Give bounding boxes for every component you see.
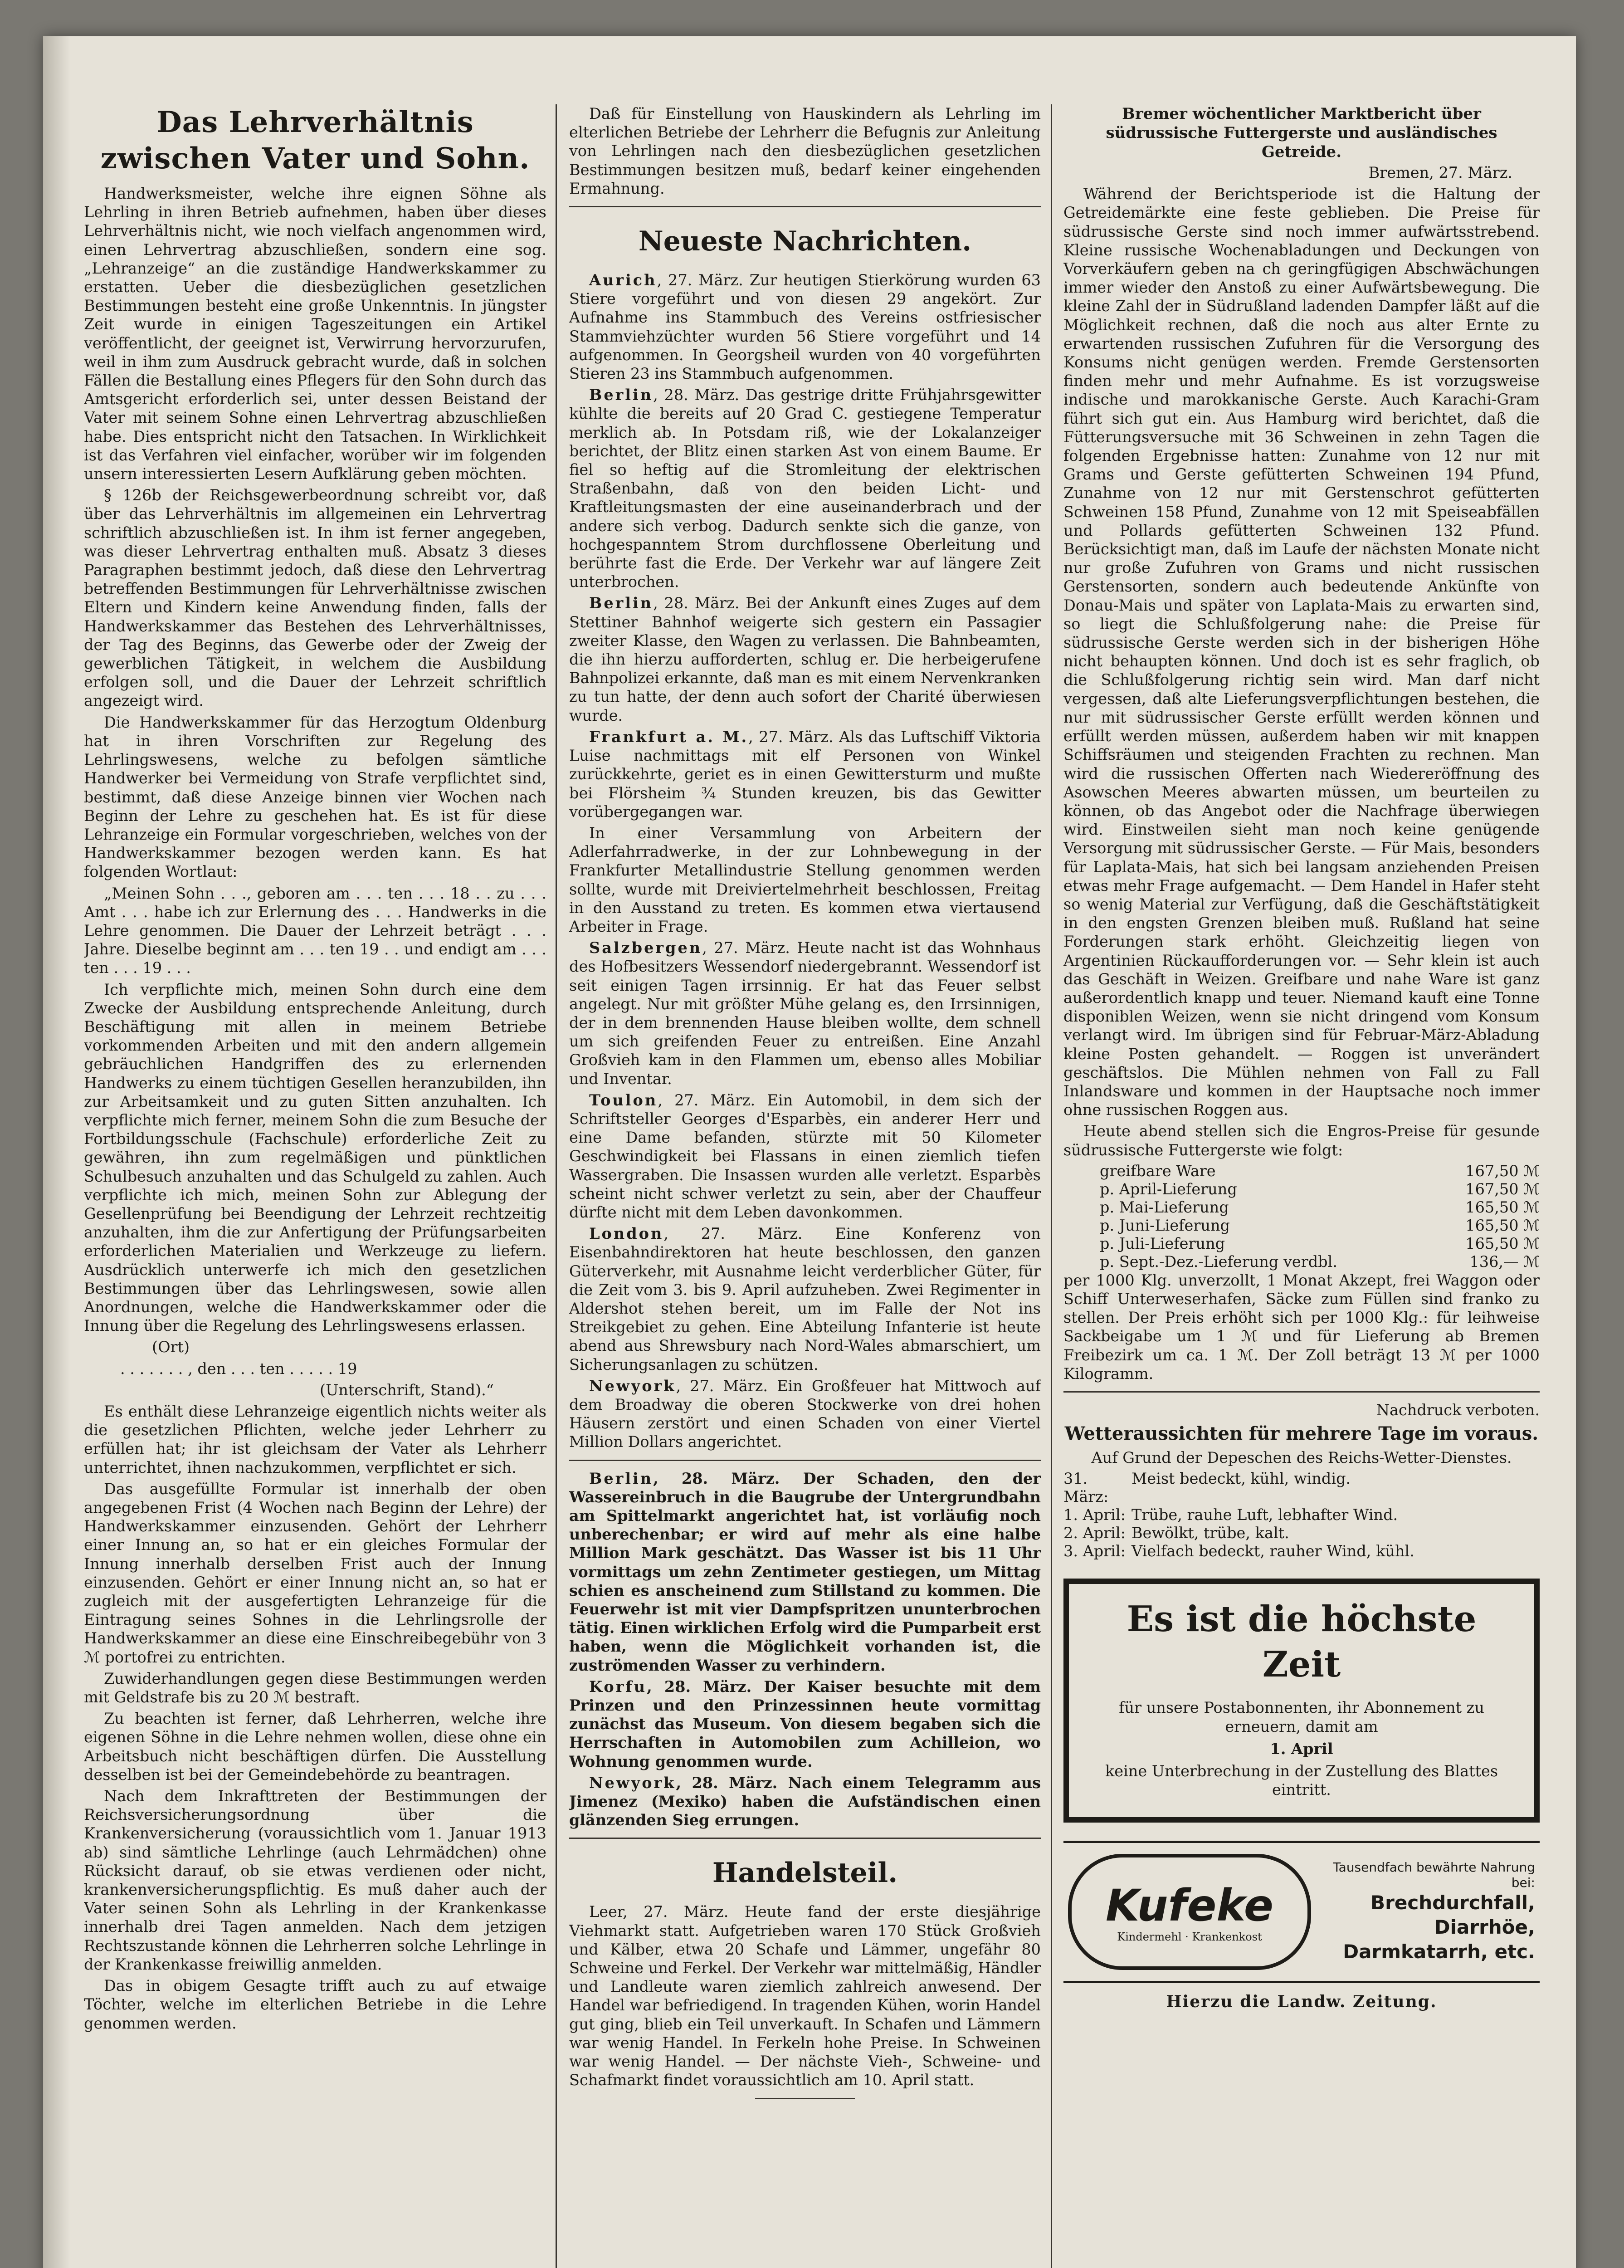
ad-date: 1. April: [1270, 1740, 1333, 1758]
divider: [1063, 1391, 1540, 1393]
article-title: Das Lehrverhältnis: [156, 105, 474, 139]
ad-headline: Es ist die höchste Zeit: [1127, 1598, 1477, 1686]
price-value: 136,— ℳ: [1469, 1252, 1540, 1271]
price-label: p. April-Lieferung: [1100, 1180, 1237, 1198]
paragraph: Ich verpflichte mich, meinen Sohn durch eine dem Zwecke der Ausbildung entsprechende Anleitung, durch Beschäftigung mit allen in meinem Betriebe vorkommenden Arbeiten und mit den andern allgemein gebräuchlichen Handgriffen des zu erlernenden Handwerks zu einem tüchtigen Gesellen heranzubilden, ihn zur Arbeitsamkeit und zu guten Sitten anzuhalten. Ich verpflichte mich ferner, meinem Sohn die zum Besuche der Fortbildungsschule (Fachschule) erforderliche Zeit zu gewähren, ihn zum regelmäßigen und pünktlichen Schulbesuch anzuhalten und das Schulgeld zu zahlen. Auch verpflichte ich mich, meinen Sohn zur Ablegung der Gesellenprüfung bei Beendigung der Lehrzeit rechtzeitig anzuhalten, ihm die zur Anfertigung der Prüfungsarbeiten erforderlichen Materialien und Werkzeuge zu liefern. Ausdrücklich unterwerfe ich mich den gesetzlichen Bestimmungen über das Lehrlingswesen, sowie allen Anordnungen, welche die Handwerkskammer oder die Innung über die Regelung des Lehrlingswesens erlassen.: [84, 980, 546, 1335]
reprint-note: Nachdruck verboten.: [1376, 1401, 1540, 1419]
newspaper-page: [43, 36, 1576, 2268]
weather-row: [1063, 1506, 1540, 1524]
weather-date: 3. April:: [1063, 1542, 1126, 1560]
page-binding-shadow: [43, 36, 70, 2268]
news-item: [569, 1091, 1041, 1222]
price-row: [1063, 1180, 1540, 1198]
divider: [569, 1460, 1041, 1461]
form-signature: (Unterschrift, Stand).“: [320, 1381, 494, 1399]
middle-column: [569, 104, 1041, 2107]
kufeke-ad: [1063, 1841, 1540, 1983]
news-text: , 27. März. Zur heutigen Stierkörung wurden 63 Stiere vorgeführt und von diesen 29 angekört. Zur Aufnahme ins Stammbuch des Vereins ostfriesischer Stammviehzüchter wurden 56 Stiere vorgeführt und 14 aufgenommen. In Georgsheil wurden von 40 vorgeführten Stieren 23 ins Stammbuch aufgenommen.: [569, 271, 1041, 383]
subscription-ad: [1063, 1579, 1540, 1823]
news-item: [569, 1377, 1041, 1452]
price-label: p. Mai-Lieferung: [1100, 1198, 1229, 1216]
paragraph: Handwerksmeister, welche ihre eignen Söhne als Lehrling in ihren Betrieb aufnehmen, haben über dieses Lehrverhältnis nicht, wie noch vielfach angenommen wird, einen Lehrvertrag abzuschließen, sondern eine sog. „Lehranzeige“ an die zuständige Handwerkskammer zu erstatten. Ueber die diesbezüglichen gesetzlichen Bestimmungen besteht eine große Unkenntnis. In jüngster Zeit wurde in einigen Tageszeitungen ein Artikel veröffentlicht, der geeignet ist, Verwirrung hervorzurufen, weil in ihm zum Ausdruck gebracht wurde, daß in solchen Fällen die Bestallung eines Pflegers für den Sohn durch das Amtsgericht erforderlich sei, unter dessen Beistand der Vater mit seinem Sohne einen Lehrvertrag abzuschließen habe. Dies entspricht nicht den Tatsachen. In Wirklichkeit ist das Verfahren viel einfacher, worüber wir im folgenden unsern interessierten Lesern Aufklärung geben möchten.: [84, 185, 546, 483]
news-text: , 28. März. Der Schaden, den der Wassereinbruch in die Baugrube der Untergrundbahn am Spittelmarkt angerichtet hat, ist vorläufig noch unberechenbar; er wird auf mehr als eine halbe Million Mark geschätzt. Das Wasser ist bis 11 Uhr vormittags um zehn Zentimeter gestiegen, um Mittag schien es anscheinend zum Stillstand zu kommen. Die Feuerwehr ist mit vier Dampfspritzen ununterbrochen tätig. Einen wirklichen Erfolg wird die Pumparbeit erst haben, wenn die Möglichkeit vorhanden ist, die zuströmenden Wasser zu verhindern.: [569, 1469, 1041, 1674]
news-place: Aurich: [589, 271, 657, 289]
divider: [569, 1838, 1041, 1839]
price-row: [1063, 1217, 1540, 1235]
paragraph: Es enthält diese Lehranzeige eigentlich nichts weiter als die gesetzlichen Pflichten, welche jeder Lehrherr zu erfüllen hat; ihr ist gleichsam der Vater als Lehrherr unterrichtet, ihnen nachzukommen, verpflichtet er sich.: [84, 1403, 546, 1476]
news-text: , 27. März. Als das Luftschiff Viktoria Luise nachmittags mit elf Personen von Winkel zurückkehrte, geriet es in einen Gewittersturm und mußte bei Flörsheim ¾ Stunden kreuzen, bis das Gewitter vorübergegangen war.: [569, 728, 1041, 821]
logo-text: Kufeke: [1106, 1880, 1273, 1931]
article-title: zwischen Vater und Sohn.: [100, 142, 530, 176]
news-place: Newyork: [589, 1774, 676, 1792]
market-dateline: Bremen, 27. März.: [1368, 164, 1512, 181]
paragraph: Das ausgefüllte Formular ist innerhalb der oben angegebenen Frist (4 Wochen nach Beginn der Lehre) der Handwerkskammer einzusenden. Gehört der Lehrherr einer Innung an, so hat er ein gleiches Formular der Innung innerhalb derselben Frist auch der Innung einzusenden. Gehört er einer Innung nicht an, so hat er zugleich mit der ausgefertigten Lehranzeige für die Eintragung seines Sohnes in die Lehrlingsrolle der Handwerkskammer an diese eine Einschreibegebühr von 3 ℳ portofrei zu entrichten.: [84, 1480, 546, 1666]
news-item: [569, 271, 1041, 383]
news-item: [569, 1224, 1041, 1374]
price-label: p. Juni-Lieferung: [1100, 1216, 1230, 1234]
paragraph: Zu beachten ist ferner, daß Lehrherren, welche ihre eigenen Söhne in die Lehre nehmen wollen, diese ohne ein Arbeitsbuch nicht beschäftigen dürfen. Die Ausstellung desselben ist bei der Gemeindebehörde zu beantragen.: [84, 1710, 546, 1784]
column-rule: [556, 104, 557, 2268]
right-column: [1063, 104, 1540, 2011]
price-value: 167,50 ℳ: [1465, 1162, 1540, 1180]
weather-row: [1063, 1542, 1540, 1560]
paragraph: Während der Berichtsperiode ist die Haltung der Getreidemärkte eine feste geblieben. Die Preise für südrussische Gerste sind noch immer aufwärtsstrebend. Kleine russische Wochenabladungen und Deckungen von Vorverkäufern geben na ch geringfügigen Abschwächungen immer wieder den Anstoß zu einer Aufwärtsbewegung. Die kleine Zahl der in Südrußland ladenden Dampfer läßt auf die Möglichkeit rechnen, daß die noch aus alter Ernte zu erwartenden russischen Zufuhren für die Versorgung des Konsums nicht genügen werden. Fremde Gerstensorten finden mehr und mehr Aufnahme. Es ist vorzugsweise indische und marokkanische Gerste. Auch Karachi-Gram führt sich gut ein. Aus Hamburg wird berichtet, daß die Fütterungsversuche mit 36 Schweinen in zehn Tagen die folgenden Ergebnisse hatten: Zunahme von 12 nur mit Grams und Gerste gefütterten Schweinen 194 Pfund, Zunahme von 12 nur mit Gerstenschrot gefütterten Schweinen 158 Pfund, Zunahme von 12 mit Speiseabfällen und Pollards gefütterten Schweinen 132 Pfund. Berücksichtigt man, daß im Laufe der nächsten Monate nicht nur große Zufuhren von Grams und nicht russischen Gerstensorten, sondern auch bedeutende Ankünfte von Donau-Mais und später von Laplata-Mais zu erwarten sind, so liegt die Schlußfolgerung nahe: die Preise für südrussische Gerste werden sich in der bisherigen Höhe nicht behaupten können. Und doch ist es sehr fraglich, ob die Schlußfolgerung richtig sein wird. Man darf nicht vergessen, daß alte Lieferungsverpflichtungen bestehen, die nur mit südrussischer Gerste erfüllt werden können und erfüllt werden müssen, außerdem haben wir mit knappen Schiffsräumen und steigenden Frachten zu rechnen. Man wird die russischen Offerten nach Wiedereröffnung des Asowschen Meeres abwarten müssen, um beurteilen zu können, ob das Angebot oder die Nachfrage überwiegen wird. Einstweilen sieht man noch keine genügende Versorgung mit südrussischer Gerste. — Für Mais, besonders für Laplata-Mais, hat sich bei langsam anziehenden Preisen etwas mehr Frage aufgemacht. — Dem Handel in Hafer steht so wenig Material zur Verfügung, daß die Geschäftstätigkeit in den engsten Grenzen bleiben muß. Rußland hat seine Forderungen stark erhöht. Gleichzeitig liegen von Argentinien Rückaufforderungen vor. — Sehr klein ist auch das Geschäft in Weizen. Greifbare und nahe Ware ist ganz außerordentlich knapp und teuer. Niemand kauft eine Tonne disponiblen Weizen, wenn sie nicht dringend vom Konsum verlangt wird. Im übrigen sind für Februar-März-Abladung kleine Posten gehandelt. — Roggen ist unverändert geschäftslos. Die Mühlen nehmen von Fall zu Fall Inlandsware und kommen in der Hauptsache noch immer ohne russischen Roggen aus.: [1063, 185, 1540, 1119]
news-text: , 28. März. Der Kaiser besuchte mit dem Prinzen und den Prinzessinnen heute vormittag zunächst das Museum. Von diesem begaben sich die Herrschaften in Automobilen zum Achilleion, wo Wohnung genommen wurde.: [569, 1677, 1041, 1770]
paragraph: „Meinen Sohn . . ., geboren am . . . ten . . . 18 . . zu . . . Amt . . . habe ich zur Erlernung des . . . Handwerks in die Lehre genommen. Die Dauer der Lehrzeit beträgt . . . Jahre. Dieselbe beginnt am . . . ten 19 . . und endigt am . . . ten . . . 19 . . .: [84, 884, 546, 977]
news-place: Berlin: [589, 594, 654, 612]
ad-line: Darmkatarrh, etc.: [1343, 1941, 1535, 1963]
weather-text: Meist bedeckt, kühl, windig.: [1131, 1470, 1351, 1488]
divider: [569, 206, 1041, 207]
news-item: [569, 1774, 1041, 1830]
paragraph: Daß für Einstellung von Hauskindern als Lehrling im elterlichen Betriebe der Lehrherr die Befugnis zur Anleitung von Lehrlingen nach den diesbezüglichen gesetzlichen Bestimmungen besitzen muß, bedarf keiner eingehenden Ermahnung.: [569, 105, 1041, 197]
news-item: [569, 1677, 1041, 1771]
paragraph: per 1000 Klg. unverzollt, 1 Monat Akzept, frei Waggon oder Schiff Unterweserhafen, Säcke zum Füllen sind franko zu stellen. Der Preis erhöht sich per 1000 Klg.: für leihweise Sackbeigabe um 1 ℳ und für Lieferung ab Bremen Freibezirk um ca. 1 ℳ. Der Zoll beträgt 13 ℳ per 1000 Kilogramm.: [1063, 1271, 1540, 1383]
news-item: [569, 594, 1041, 724]
weather-title: Wetteraussichten für mehrere Tage im voraus.: [1064, 1423, 1539, 1445]
news-place: Berlin: [589, 1469, 654, 1487]
news-place: Frankfurt a. M.: [589, 728, 749, 746]
price-label: p. Sept.-Dez.-Lieferung verdbl.: [1100, 1252, 1337, 1271]
weather-list: [1063, 1470, 1540, 1560]
section-title-trade: Handelsteil.: [712, 1857, 898, 1889]
market-title: Bremer wöchentlicher Marktbericht über südrussische Futtergerste und ausländisches Getreide.: [1106, 105, 1497, 161]
news-place: Salzbergen: [589, 939, 702, 957]
supplement-note: Hierzu die Landw. Zeitung.: [1166, 1992, 1437, 2012]
paragraph: Heute abend stellen sich die Engros-Preise für gesunde südrussische Futtergerste wie folgt:: [1063, 1122, 1540, 1159]
price-value: 165,50 ℳ: [1465, 1216, 1540, 1234]
price-value: 165,50 ℳ: [1465, 1234, 1540, 1252]
news-text: , 28. März. Nach einem Telegramm aus Jimenez (Mexiko) haben die Aufständischen einen glänzenden Sieg errungen.: [569, 1774, 1041, 1829]
ad-text-block: [1322, 1860, 1535, 1964]
column-rule: [1051, 104, 1052, 2268]
section-title-news: Neueste Nachrichten.: [638, 225, 972, 258]
news-item: [569, 1469, 1041, 1675]
paragraph: Die Handwerkskammer für das Herzogtum Oldenburg hat in ihren Vorschriften zur Regelung des Lehrlingswesens, welche zu befolgen sämtliche Handwerker bei Vermeidung von Strafe verpflichtet sind, bestimmt, daß diese Anzeige binnen vier Wochen nach Beginn der Lehre zu geschehen hat. Es ist für diese Lehranzeige ein Formular vorgeschrieben, welches von der Handwerkskammer bezogen werden kann. Es hat folgenden Wortlaut:: [84, 713, 546, 881]
price-row: [1063, 1162, 1540, 1180]
news-text: , 28. März. Das gestrige dritte Frühjahrsgewitter kühlte die bereits auf 20 Grad C. gestiegene Temperatur merklich ab. In Potsdam riß, wie der Lokalanzeiger berichtet, der Blitz einen starken Ast von einem Baume. Er fiel so heftig auf die Stromleitung der elektrischen Straßenbahn, daß von den beiden Licht- und Kraftleitungsmasten der eine auseinanderbrach und der andere sich verbog. Dadurch senkte sich die ganze, von hochgespanntem Strom durchflossene Oberleitung und berührte fast die Erde. Der Verkehr war auf längere Zeit unterbrochen.: [569, 386, 1041, 591]
price-row: [1063, 1198, 1540, 1217]
ad-text: für unsere Postabonnenten, ihr Abonnement zu erneuern, damit am: [1119, 1699, 1484, 1735]
news-text: , 27. März. Ein Automobil, in dem sich der Schriftsteller Georges d'Esparbès, ein anderer Herr und eine Dame befanden, stürzte mit 50 Kilometer Geschwindigkeit bei Flassans in einen ziemlich tiefen Wassergraben. Die Insassen wurden alle verletzt. Esparbès scheint nicht schwer verletzt zu sein, aber der Chauffeur dürfte nicht mit dem Leben davonkommen.: [569, 1091, 1041, 1221]
logo-subtext: Kindermehl · Krankenkost: [1117, 1931, 1262, 1944]
ad-line: Diarrhöe,: [1434, 1916, 1535, 1939]
news-text: In einer Versammlung von Arbeitern der Adlerfahrradwerke, in der zur Lohnbewegung in der Frankfurter Metallindustrie Stellung genommen werden sollte, wurde mit Dreiviertelmehrheit beschlossen, Freitag in den Ausstand zu treten. Es kommen etwa viertausend Arbeiter in Frage.: [569, 824, 1041, 935]
weather-text: Vielfach bedeckt, rauher Wind, kühl.: [1131, 1542, 1414, 1560]
news-text: , 27. März. Heute nacht ist das Wohnhaus des Hofbesitzers Wessendorf niedergebrannt. Wessendorf ist seit einigen Tagen irrsinnig. Er hat das Feuer selbst angelegt. Nur mit größter Mühe gelang es, den Irrsinnigen, der in dem brennenden Hause bleiben wollte, dem schnell um sich greifenden Feuer zu entreißen. Eine Anzahl Großvieh kam in den Flammen um, ebenso alles Mobiliar und Inventar.: [569, 939, 1041, 1088]
weather-date: 2. April:: [1063, 1524, 1126, 1542]
left-column: [84, 104, 546, 2035]
news-item: [569, 938, 1041, 1088]
news-place: Berlin: [589, 386, 654, 404]
ad-text: keine Unterbrechung in der Zustellung des Blattes eintritt.: [1105, 1762, 1498, 1799]
ad-line: Brechdurchfall,: [1370, 1892, 1535, 1914]
paragraph: § 126b der Reichsgewerbeordnung schreibt vor, daß über das Lehrverhältnis im allgemeinen ein Lehrvertrag schriftlich abzuschließen ist. In ihm ist ferner angegeben, was dieser Lehrvertrag enthalten muß. Absatz 3 dieses Paragraphen bestimmt jedoch, daß diese den Lehrvertrag betreffenden Bestimmungen für Lehrverhältnisse zwischen Eltern und Kindern keine Anwendung finden, falls der Handwerkskammer das Bestehen des Lehrverhältnisses, der Tag des Beginns, das Gewerbe oder der Zweig der gewerblichen Tätigkeit, in welchem die Ausbildung erfolgen soll, und die Dauer der Lehrzeit schriftlich angezeigt wird.: [84, 486, 546, 710]
form-place: (Ort): [152, 1338, 190, 1356]
price-row: [1063, 1253, 1540, 1271]
ad-tagline: Tausendfach bewährte Nahrung bei:: [1333, 1860, 1535, 1891]
weather-date: 1. April:: [1063, 1506, 1126, 1524]
price-value: 165,50 ℳ: [1465, 1198, 1540, 1216]
weather-subtitle: Auf Grund der Depeschen des Reichs-Wetter-Dienstes.: [1091, 1449, 1512, 1467]
news-text: , 27. März. Eine Konferenz von Eisenbahndirektoren hat heute beschlossen, den ganzen Güterverkehr, mit Ausnahme leicht verderblicher Güter, für die Zeit vom 3. bis 9. April aufzuheben. Zwei Regimenter in Aldershot stehen bereit, um im Falle der Not ins Streikgebiet zu gehen. Eine Abteilung Infanterie ist heute abend aus Shrewsbury nach Nord-Wales abmarschiert, um Sicherungsanlagen zu schützen.: [569, 1225, 1041, 1374]
weather-text: Bewölkt, trübe, kalt.: [1131, 1524, 1289, 1542]
news-place: Korfu: [589, 1677, 647, 1696]
news-item: [569, 386, 1041, 591]
price-row: [1063, 1235, 1540, 1253]
weather-text: Trübe, rauhe Luft, lebhafter Wind.: [1131, 1506, 1398, 1524]
kufeke-logo: [1068, 1854, 1311, 1970]
weather-date: 31. März:: [1063, 1470, 1109, 1506]
divider: [755, 2098, 855, 2099]
weather-row: [1063, 1470, 1540, 1506]
news-text: , 27. März. Ein Großfeuer hat Mittwoch auf dem Broadway die oberen Stockwerke von drei hohen Häusern zerstört und einen Schaden von einer Viertel Million Dollars angerichtet.: [569, 1377, 1041, 1451]
price-label: greifbare Ware: [1100, 1162, 1216, 1180]
news-item: [569, 728, 1041, 821]
paragraph: Nach dem Inkrafttreten der Bestimmungen der Reichsversicherungsordnung über die Krankenversicherung (voraussichtlich vom 1. Januar 1913 ab) sind sämtliche Lehrlinge (auch Lehrmädchen) ohne Rücksicht darauf, ob sie etwas verdienen oder nicht, krankenversicherungspflichtig. Es muß daher auch der Vater seinen Sohn als Lehrling in der Krankenkasse innerhalb drei Tagen anmelden. Nach dem jetzigen Rechtszustande können die Lehrherren solche Lehrlinge in der Krankenkasse freiwillig anmelden.: [84, 1787, 546, 1973]
news-place: Newyork: [589, 1377, 676, 1395]
news-item: [569, 824, 1041, 936]
weather-row: [1063, 1524, 1540, 1542]
paragraph: Leer, 27. März. Heute fand der erste diesjährige Viehmarkt statt. Aufgetrieben waren 170 Stück Großvieh und Kälber, etwa 20 Schafe und Lämmer, ungefähr 80 Schweine und Ferkel. Der Verkehr war mittelmäßig, Händler und Landleute waren ziemlich zahlreich anwesend. Der Handel war befriedigend. In tragenden Kühen, worin Handel gut ging, blieb ein Teil unverkauft. In Schafen und Lämmern war wenig Handel. In Ferkeln hohe Preise. In Schweinen war wenig Handel. — Der nächste Vieh-, Schweine- und Schafmarkt findet voraussichtlich am 10. April statt.: [569, 1903, 1041, 2089]
price-table: [1063, 1162, 1540, 1271]
paragraph: Zuwiderhandlungen gegen diese Bestimmungen werden mit Geldstrafe bis zu 20 ℳ bestraft.: [84, 1669, 546, 1706]
price-value: 167,50 ℳ: [1465, 1180, 1540, 1198]
paragraph: Das in obigem Gesagte trifft auch zu auf etwaige Töchter, welche im elterlichen Betriebe in die Lehre genommen werden.: [84, 1977, 546, 2032]
news-place: London: [589, 1225, 664, 1243]
form-date: . . . . . . . , den . . . ten . . . . . 19: [120, 1359, 357, 1378]
news-place: Toulon: [589, 1091, 658, 1109]
price-label: p. Juli-Lieferung: [1100, 1234, 1225, 1252]
news-text: , 28. März. Bei der Ankunft eines Zuges auf dem Stettiner Bahnhof weigerte sich gestern ein Passagier zweiter Klasse, den Wagen zu verlassen. Die Bahnbeamten, die ihn hierzu aufforderten, schlug er. Die herbeigerufene Bahnpolizei erkannte, daß man es mit einem Nervenkranken zu tun hatte, der denn auch sofort der Charité überwiesen wurde.: [569, 594, 1041, 724]
